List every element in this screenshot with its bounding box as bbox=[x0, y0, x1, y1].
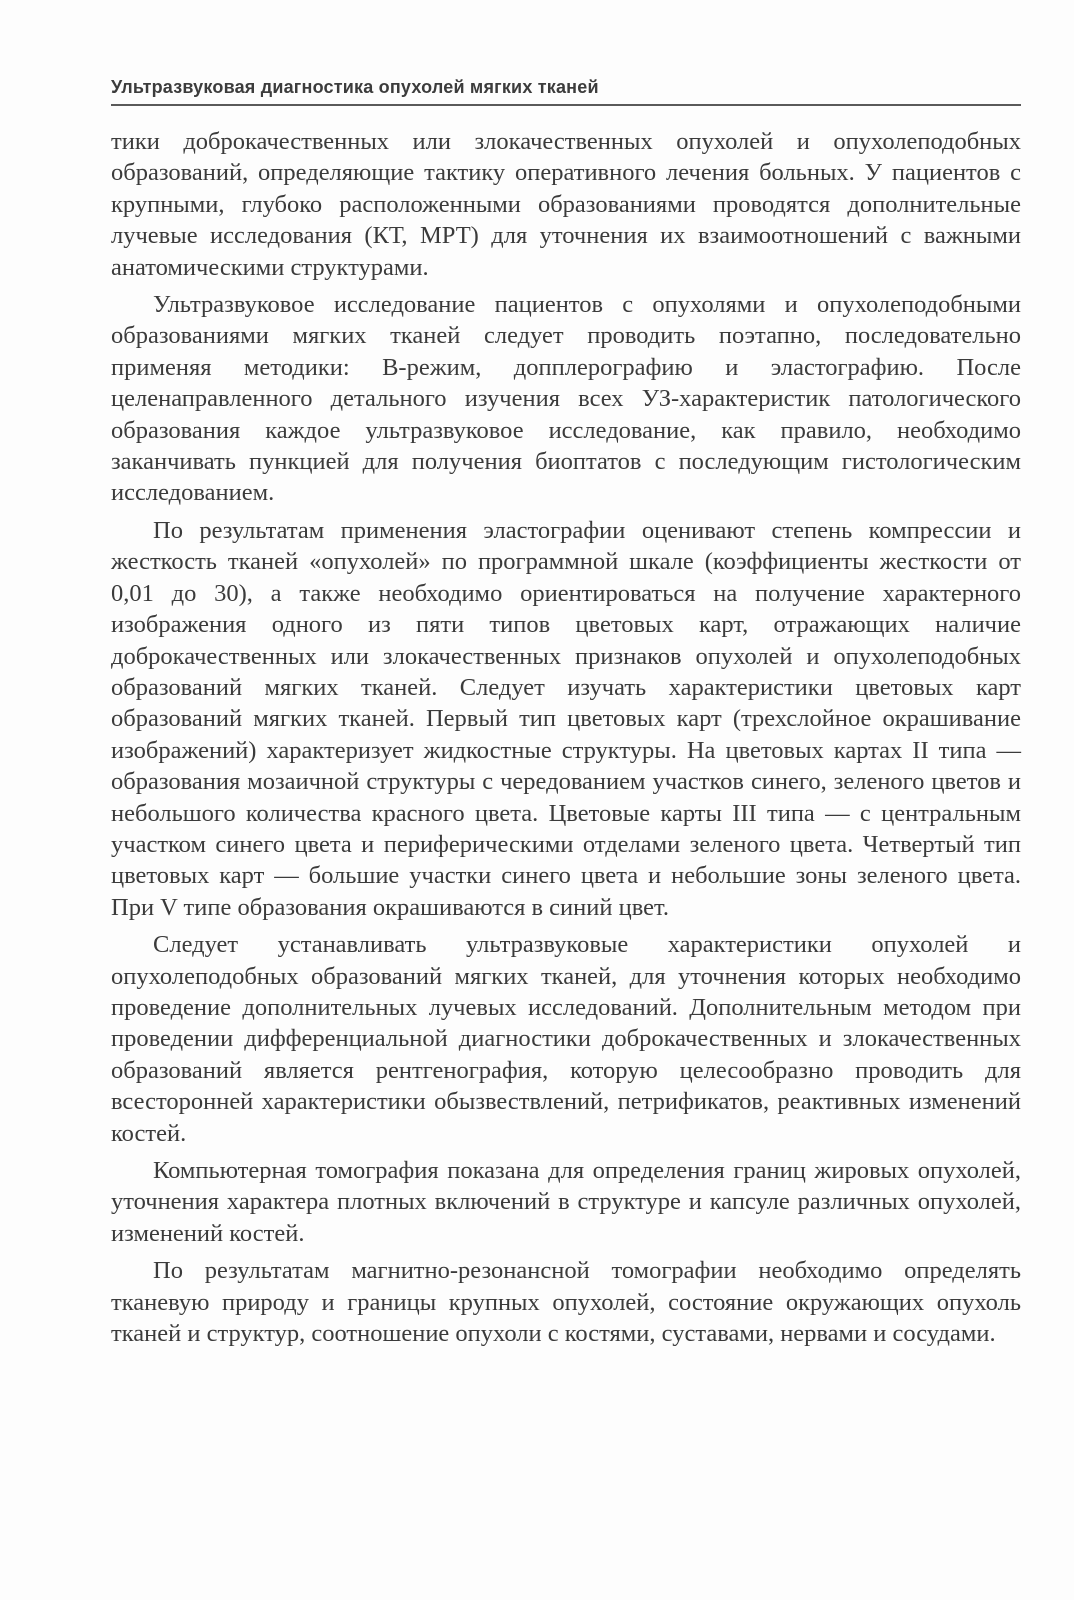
header-rule bbox=[111, 104, 1021, 106]
paragraph-continuation: тики доброкачественных или злокачественных опухолей и опухолеподобных образований, определяющие тактику оперативного лечения больных. У пациентов с крупными, глубоко расположенными образованиями проводятся дополнительные лучевые исследования (КТ, МРТ) для уточнения их взаимоотношений с важными анатомическими структурами. bbox=[111, 128, 1021, 281]
running-header: Ультразвуковая диагностика опухолей мягких тканей bbox=[111, 77, 599, 97]
paragraph-ct: Компьютерная томография показана для определения границ жировых опухолей, уточнения характера плотных включений в структуре и капсуле различных опухолей, изменений костей. bbox=[111, 1157, 1021, 1247]
paragraph-elastography: По результатам применения эластографии оценивают степень компрессии и жесткость тканей «опухолей» по программной шкале (коэффициенты жесткости от 0,01 до 30), а также необходимо ориентироваться на получение характерного изображения одного из пяти типов цветовых карт, отражающих наличие доброкачественных или злокачественных признаков опухолей и опухолеподобных образований мягких тканей. Следует изучать характеристики цветовых карт образований мягких тканей. Первый тип цветовых карт (трехслойное окрашивание изображений) характеризует жидкостные структуры. На цветовых картах II типа — образования мозаичной структуры с чередованием участков синего, зеленого цветов и небольшого количества красного цвета. Цветовые карты III типа — с центральным участком синего цвета и периферическими отделами зеленого цвета. Четвертый тип цветовых карт — большие участки синего цвета и небольшие зоны зеленого цвета. При V типе образования окрашиваются в синий цвет. bbox=[111, 516, 1021, 921]
body-text bbox=[111, 126, 1021, 1355]
paragraph-mri: По результатам магнитно-резонансной томографии необходимо определять тканевую природу и границы крупных опухолей, состояние окружающих опухоль тканей и структур, соотношение опухоли с костями, суставами, нервами и сосудами. bbox=[111, 1257, 1021, 1348]
paragraph-ultrasound-protocol: Ультразвуковое исследование пациентов с опухолями и опухолеподобными образованиями мягких тканей следует проводить поэтапно, последовательно применяя методики: В-режим, допплерографию и эластографию. После целенаправленного детального изучения всех УЗ-характеристик патологического образования каждое ультразвуковое исследование, как правило, необходимо заканчивать пункцией для получения биоптатов с последующим гистологическим исследованием. bbox=[111, 291, 1021, 507]
paragraph-additional-methods: Следует устанавливать ультразвуковые характеристики опухолей и опухолеподобных образований мягких тканей, для уточнения которых необходимо проведение дополнительных лучевых исследований. Дополнительным методом при проведении дифференциальной диагностики доброкачественных и злокачественных образований является рентгенография, которую целесообразно проводить для всесторонней характеристики обызвествлений, петрификатов, реактивных изменений костей. bbox=[111, 931, 1021, 1147]
